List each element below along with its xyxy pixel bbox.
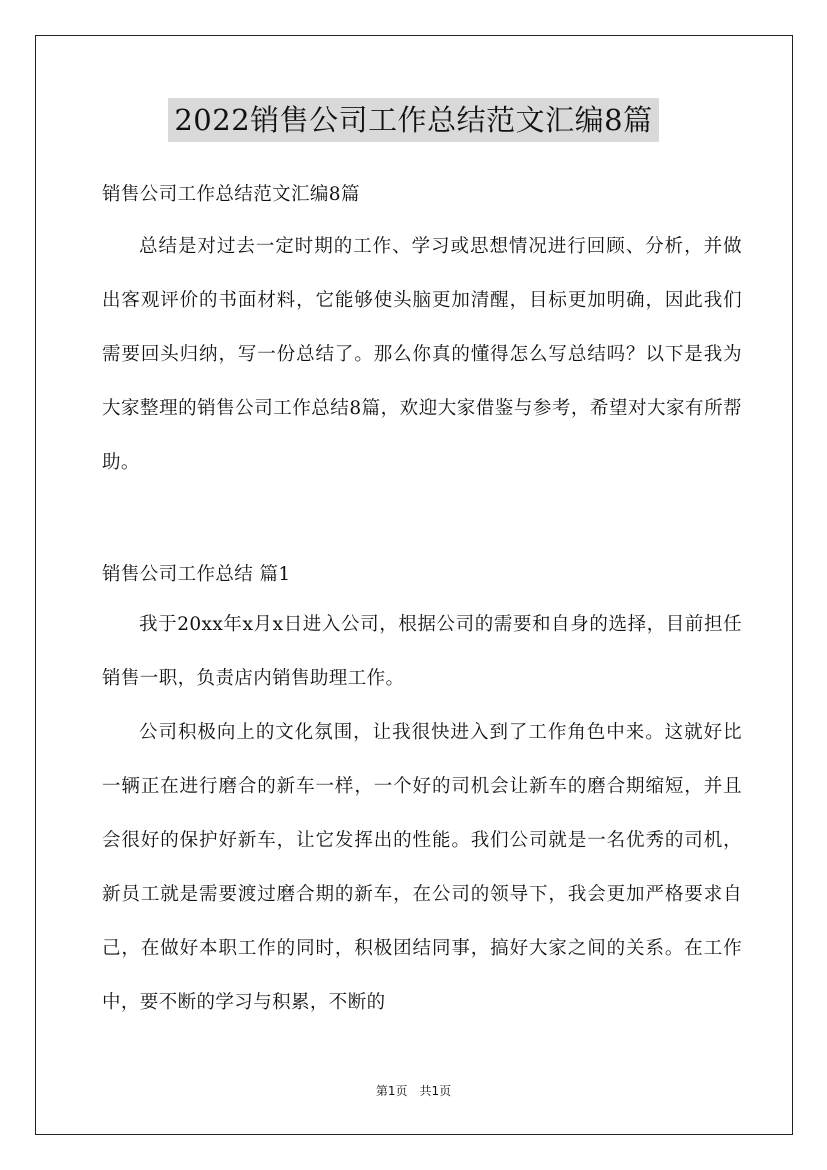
document-subtitle: 销售公司工作总结范文汇编8篇 <box>102 184 360 205</box>
title-container <box>0 98 827 142</box>
section-paragraph-1: 我于20xx年x月x日进入公司，根据公司的需要和自身的选择，目前担任销售一职，负责店内销售助理工作。 <box>102 614 742 689</box>
page-total: 共1页 <box>419 1084 452 1098</box>
section-heading: 销售公司工作总结 篇1 <box>102 564 291 585</box>
intro-paragraph: 总结是对过去一定时期的工作、学习或思想情况进行回顾、分析，并做出客观评价的书面材料，它能够使头脑更加清醒，目标更加明确，因此我们需要回头归纳，写一份总结了。那么你真的懂得怎么写总结吗？以下是我为大家整理的销售公司工作总结8篇，欢迎大家借鉴与参考，希望对大家有所帮助。 <box>102 236 742 473</box>
page-footer <box>0 1082 827 1099</box>
page-number: 第1页 <box>375 1084 408 1098</box>
section-paragraph-2: 公司积极向上的文化氛围，让我很快进入到了工作角色中来。这就好比一辆正在进行磨合的新车一样，一个好的司机会让新车的磨合期缩短，并且会很好的保护好新车，让它发挥出的性能。我们公司就是一名优秀的司机，新员工就是需要渡过磨合期的新车，在公司的领导下，我会更加严格要求自己，在做好本职工作的同时，积极团结同事，搞好大家之间的关系。在工作中，要不断的学习与积累，不断的 <box>102 722 742 1013</box>
document-title: 2022销售公司工作总结范文汇编8篇 <box>168 98 658 142</box>
